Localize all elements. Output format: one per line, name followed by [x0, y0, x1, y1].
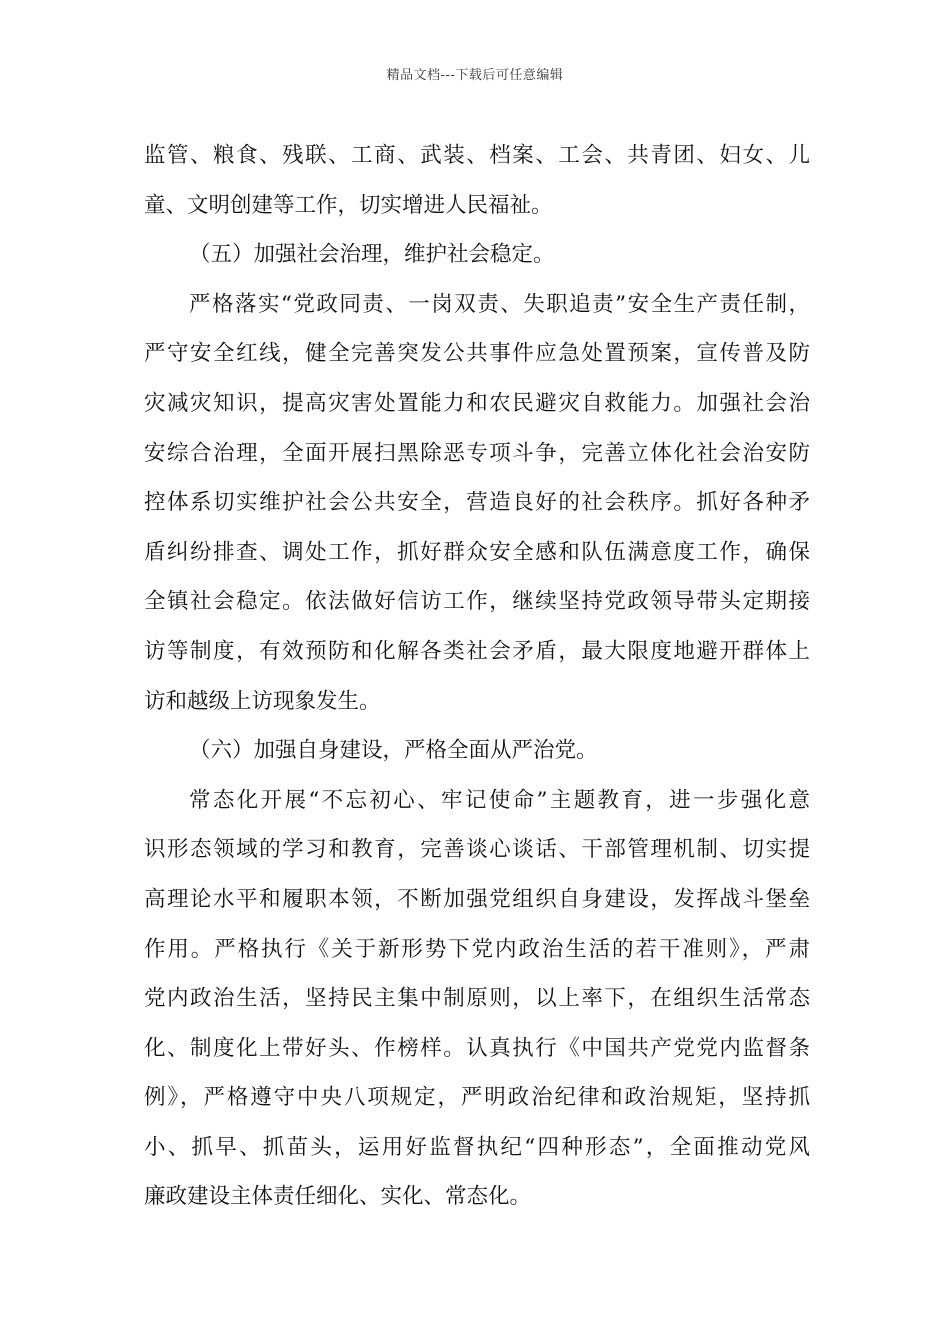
text-line: 化、制度化上带好头、作榜样。认真执行《中国共产党党内监督条: [144, 1035, 810, 1061]
text-line: 全镇社会稳定。依法做好信访工作，继续坚持党政领导带头定期接: [144, 589, 810, 615]
text-line: 盾纠纷排查、调处工作，抓好群众安全感和队伍满意度工作，确保: [144, 539, 810, 565]
text-line: 严格落实“党政同责、一岗双责、失职追责”安全生产责任制，: [189, 291, 810, 317]
text-line: 党内政治生活，坚持民主集中制原则，以上率下，在组织生活常态: [144, 986, 810, 1012]
text-line: 严守安全红线，健全完善突发公共事件应急处置预案，宣传普及防: [144, 341, 810, 367]
text-line: 监管、粮食、残联、工商、武装、档案、工会、共青团、妇女、儿: [144, 143, 810, 168]
page-header: 精品文档---下载后可任意编辑: [386, 68, 564, 83]
text-line: 作用。严格执行《关于新形势下党内政治生活的若干准则》，严肃: [144, 936, 810, 962]
text-line: 高理论水平和履职本领，不断加强党组织自身建设，发挥战斗堡垒: [144, 886, 810, 912]
text-line: 灾减灾知识，提高灾害处置能力和农民避灾自救能力。加强社会治: [144, 390, 810, 416]
text-line: 安综合治理，全面开展扫黑除恶专项斗争，完善立体化社会治安防: [144, 440, 810, 466]
text-line: 访和越级上访现象发生。: [144, 688, 381, 714]
text-line: 例》，严格遵守中央八项规定，严明政治纪律和政治规矩，坚持抓: [144, 1085, 810, 1111]
text-line: 常态化开展“不忘初心、牢记使命”主题教育，进一步强化意: [189, 787, 810, 813]
text-line: 廉政建设主体责任细化、实化、常态化。: [144, 1184, 532, 1210]
text-line: 童、文明创建等工作，切实增进人民福祉。: [144, 192, 553, 218]
document-body: [144, 131, 810, 1222]
text-line: （五）加强社会治理，维护社会稳定。: [189, 242, 555, 268]
text-line: （六）加强自身建设，严格全面从严治党。: [189, 738, 598, 764]
text-line: 控体系切实维护社会公共安全，营造良好的社会秩序。抓好各种矛: [144, 490, 810, 516]
text-line: 小、抓早、抓苗头，运用好监督执纪“四种形态”，全面推动党风: [144, 1134, 810, 1160]
text-line: 访等制度，有效预防和化解各类社会矛盾，最大限度地避开群体上: [144, 638, 810, 664]
text-line: 识形态领域的学习和教育，完善谈心谈话、干部管理机制、切实提: [144, 837, 810, 863]
